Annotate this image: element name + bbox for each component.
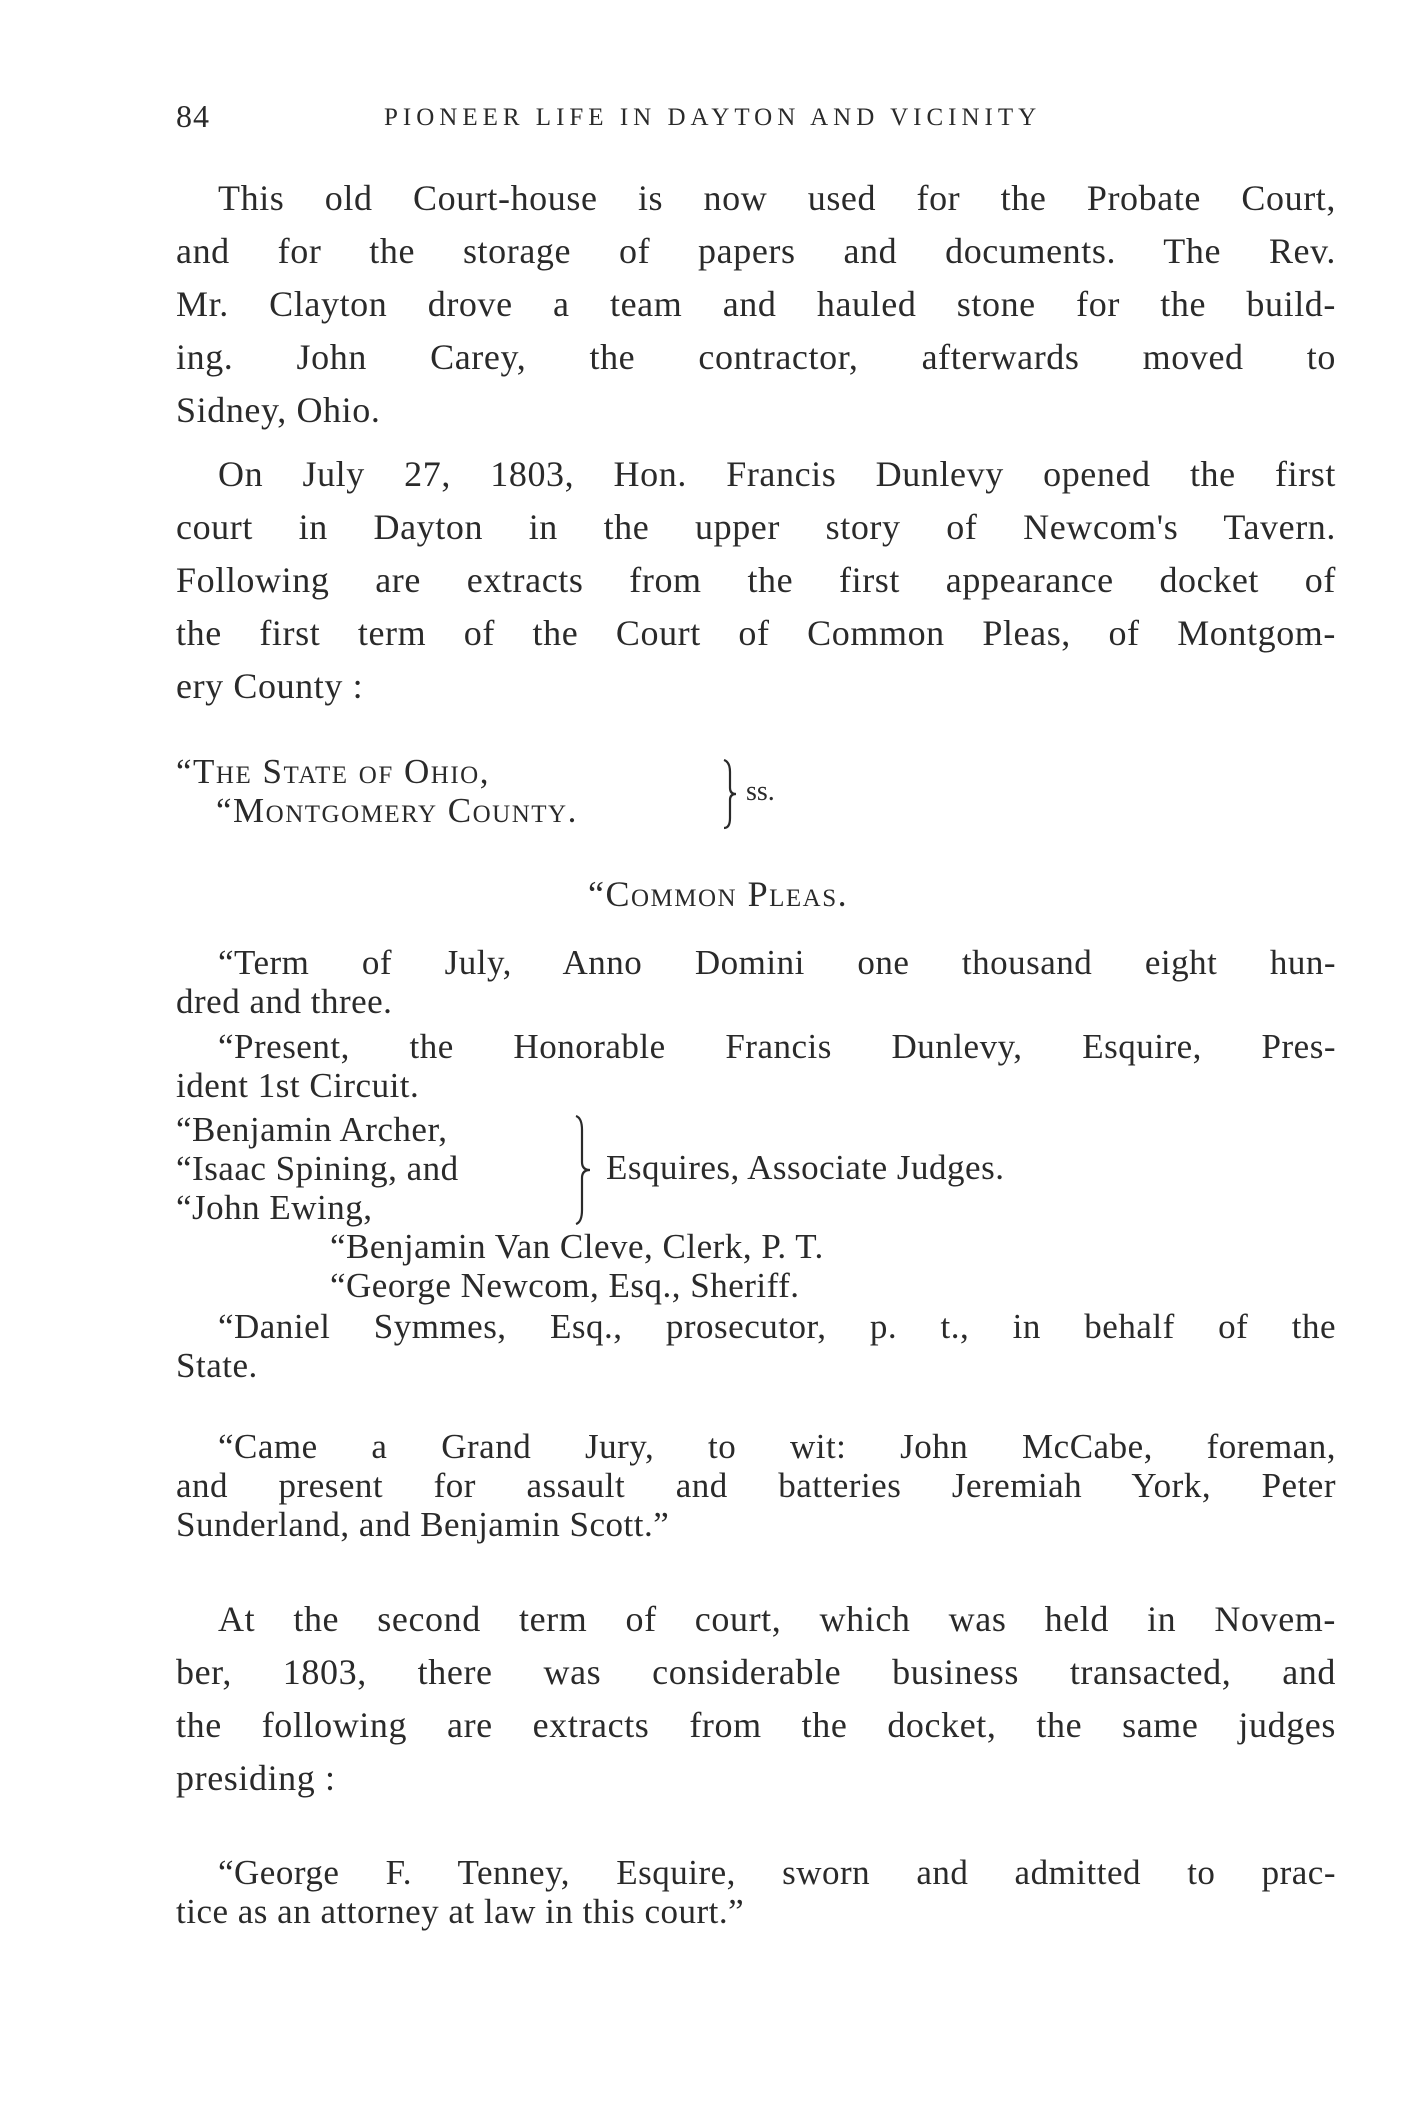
present-entry (176, 1027, 1336, 1105)
paragraph-second-term (176, 1593, 1336, 1805)
running-head: PIONEER LIFE IN DAYTON AND VICINITY (384, 104, 1042, 131)
text-line: presiding : (176, 1758, 336, 1798)
text-line: ing. John Carey, the contractor, afterwards moved to (176, 337, 1336, 377)
text-line: and present for assault and batteries Jeremiah York, Peter (176, 1466, 1336, 1505)
prosecutor-entry (176, 1307, 1336, 1385)
text-line: “Came a Grand Jury, to wit: John McCabe, foreman, (218, 1427, 1336, 1466)
text-line: Sidney, Ohio. (176, 390, 381, 430)
judge-name: “Isaac Spining, and (176, 1149, 459, 1188)
judge-name: “Benjamin Archer, (176, 1110, 448, 1149)
text-line: tice as an attorney at law in this court.” (176, 1892, 745, 1931)
text-line: “George F. Tenney, Esquire, sworn and admitted to prac- (218, 1853, 1336, 1892)
judges-brace (572, 1114, 594, 1226)
text-line: the following are extracts from the docket, the same judges (176, 1705, 1336, 1745)
text-line: the first term of the Court of Common Pleas, of Montgom- (176, 613, 1336, 653)
text-line: On July 27, 1803, Hon. Francis Dunlevy opened the first (218, 454, 1336, 494)
venue-county: “Montgomery County. (216, 791, 578, 830)
text-line: “Daniel Symmes, Esq., prosecutor, p. t., in behalf of the (218, 1307, 1336, 1346)
text-line: “Present, the Honorable Francis Dunlevy, Esquire, Pres- (218, 1027, 1336, 1066)
text-line: and for the storage of papers and documents. The Rev. (176, 231, 1336, 271)
judge-name: “John Ewing, (176, 1188, 373, 1227)
term-entry (176, 943, 1336, 1021)
page-header (176, 98, 1336, 138)
text-line: “Term of July, Anno Domini one thousand eight hun- (218, 943, 1336, 982)
text-line: dred and three. (176, 982, 393, 1021)
venue-brace (720, 758, 740, 830)
court-officers (330, 1227, 1330, 1305)
tenney-entry (176, 1853, 1336, 1931)
text-line: Following are extracts from the first appearance docket of (176, 560, 1336, 600)
page-number: 84 (176, 98, 210, 134)
text-line: Mr. Clayton drove a team and hauled stone for the build- (176, 284, 1336, 324)
text-line: At the second term of court, which was held in Novem- (218, 1599, 1336, 1639)
judges-role: Esquires, Associate Judges. (606, 1148, 1005, 1187)
venue-state: “The State of Ohio, (176, 752, 490, 791)
grand-jury-entry (176, 1427, 1336, 1544)
paragraph-courthouse (176, 172, 1336, 437)
text-line: ident 1st Circuit. (176, 1066, 420, 1105)
text-line: State. (176, 1346, 258, 1385)
text-line: court in Dayton in the upper story of Newcom's Tavern. (176, 507, 1336, 547)
text-line: ery County : (176, 666, 364, 706)
text-line: This old Court-house is now used for the Probate Court, (218, 178, 1336, 218)
officer-sheriff: “George Newcom, Esq., Sheriff. (330, 1266, 800, 1305)
officer-clerk: “Benjamin Van Cleve, Clerk, P. T. (330, 1227, 824, 1266)
venue-ss: ss. (746, 776, 775, 807)
text-line: Sunderland, and Benjamin Scott.” (176, 1505, 670, 1544)
text-line: ber, 1803, there was considerable business transacted, and (176, 1652, 1336, 1692)
court-heading: “Common Pleas. (588, 874, 849, 914)
paragraph-first-court (176, 448, 1336, 713)
